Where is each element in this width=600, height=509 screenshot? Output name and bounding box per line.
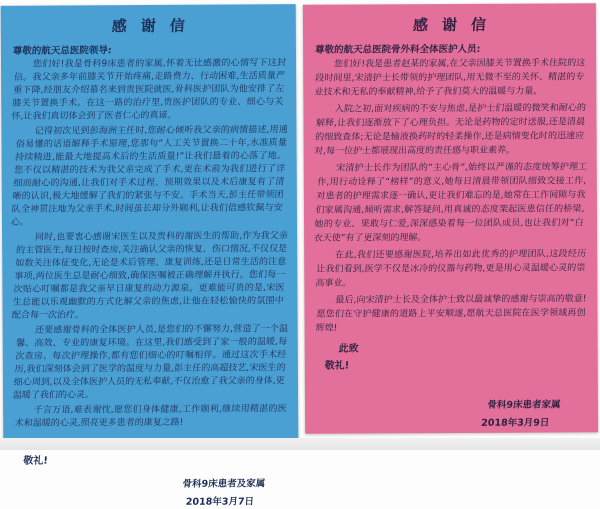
letter-date: 2018年3月7日 — [185, 496, 255, 508]
letter-title: 感谢信 — [412, 15, 501, 35]
letter-paragraph: 您们好!我是患者赵某的家属,在父亲因膝关节置换手术住院的这段时间里,宋清护士长带领的护理团队,用无微不至的关怀、精湛的专业技术和无私的奉献精神,给予了我们莫大的温暖与力量。 — [314, 58, 586, 98]
photo-bottom-edge — [0, 438, 600, 450]
closing-jingli: 敬礼! — [324, 360, 350, 372]
letter-paragraph: 记得初次见到彭海洲主任时,您耐心倾听我父亲的病情描述,用通俗易懂的话语解释手术原理,您那句“人工关节置换二十年,水准质量持续精进,能最大地提高术后的生活质量!”让我们悬着的心落了地。您不仅以精湛的技术为我父亲完成了手术,更在术前为我们进行了详细而耐心的沟通,让我们对手术过程、预期效果以及术后康复有了清晰的认识,极大地缓解了我们的紧张与不安。手术当天,彭主任带领团队全神贯注地为父亲手术,时间虽长却分外顺利,让我们倍感钦佩与安心。 — [10, 125, 288, 228]
letter-paragraph: 千言万语,难表谢忱,愿您们身体健康,工作顺利,继续用精湛的医术和温暖的心灵,照亮更多患者的康复之路! — [14, 404, 287, 429]
letter-paragraph: 宋清护士长作为团队的“主心骨”,始终以严谨的态度统筹护理工作,用行动诠释了“榜样”的意义,她每日清晨带领团队细致交接工作,对患者的护理需求逐一确认,更让我们难忘的是,她常在工作间隙与我们家属沟通,倾听需求,解答疑问,用真诚的态度架起医患信任的桥梁,她的专业、果敢与仁爱,深深感染着每一位团队成员,也让我们对“白衣天使”有了更深刻的理解。 — [313, 162, 588, 244]
letter-paragraph: 同时,也要衷心感谢宋医生以及贵科的谢医生的帮助,作为我父亲的主管医生,每日按时查房,关注确认父亲的恢复、伤口情况,不仅仅是如数关注体征变化,无论是术后管理、康复训练,还是日常生活的注意事项,两位医生总是耐心细致,确保医嘱被正确理解并执行。您们每一次贴心叮嘱都是我父亲早日康复的动力源泉。更难能可贵的是,宋医生总能以乐观幽默的方式化解父亲的焦虑,让他在轻松愉快的氛围中配合每一次治疗。 — [11, 231, 289, 321]
letter-title: 感谢信 — [111, 16, 200, 36]
closing-zhici: 此致 — [338, 343, 359, 355]
letter-blue-paper — [1, 4, 299, 508]
letter-date: 2018年3月9日 — [480, 417, 550, 429]
letter-paragraph: 在此,我们还要感谢医院,培养出如此优秀的护理团队,这段经历让我们看到,医学不仅是冰冷的仪器与药物,更是用心灵温暖心灵的崇高事业。 — [315, 249, 587, 289]
letter-paragraph: 还要感谢骨科的全体医护人员,是您们的不懈努力,营造了一个温馨、高效、专业的康复环境。在这里,我们感受到了家一般的温暖,每次查房、每次护理操作,都有您们细心的叮嘱相伴。通过这次手术经历,我们深刻体会到了医学的温度与力量,彭主任的高超技艺,宋医生的细心周到,以及全体医护人员的无私奉献,不仅治愈了我父亲的身体,更温暖了我们的心灵。 — [12, 324, 289, 401]
closing-jingli: 敬礼! — [22, 455, 49, 467]
letter-paragraph: 入院之初,面对疾病的不安与焦虑,是护士们温暖的微笑和耐心的解释,让我们逐渐放下了心理负担。无论是药物的定时送服,还是清晨的细致查体;无论是输液换药时的轻柔操作,还是病情变化时的迅速应对,每一位护士都展现出高度的责任感与职业素养。 — [313, 103, 587, 157]
letter-paragraph: 您们好!我是骨科9床患者的家属,怀着无比感激的心情写下这封信。我父亲多年前膝关节开始疼痛,走路费力、行动困难,生活质量严重下降,经朋友介绍慕名来到贵医院就医,骨科医护团队为他安排了左膝关节置换手术。在这一路的治疗里,贵医护团队的专业、细心与关怀,让我们真切体会到了医者仁心的真谛。 — [11, 58, 287, 122]
letter-salutation: 尊敬的航天总医院领导: — [12, 45, 113, 57]
letter-salutation: 尊敬的航天总医院骨外科全体医护人员: — [314, 43, 481, 56]
letter-paragraph: 最后,向宋清护士长及全体护士致以最诚挚的感谢与崇高的敬意!愿您们在守护健康的道路上平安顺遂,愿航天总医院在医学领域再创辉煌! — [315, 294, 587, 334]
signature-block — [15, 475, 288, 509]
letter-signature: 骨科9床患者家属 — [487, 399, 561, 411]
letter-pink-paper — [303, 3, 598, 434]
signature-block — [316, 396, 587, 429]
letter-signature: 骨科9床患者及家属 — [182, 478, 266, 490]
